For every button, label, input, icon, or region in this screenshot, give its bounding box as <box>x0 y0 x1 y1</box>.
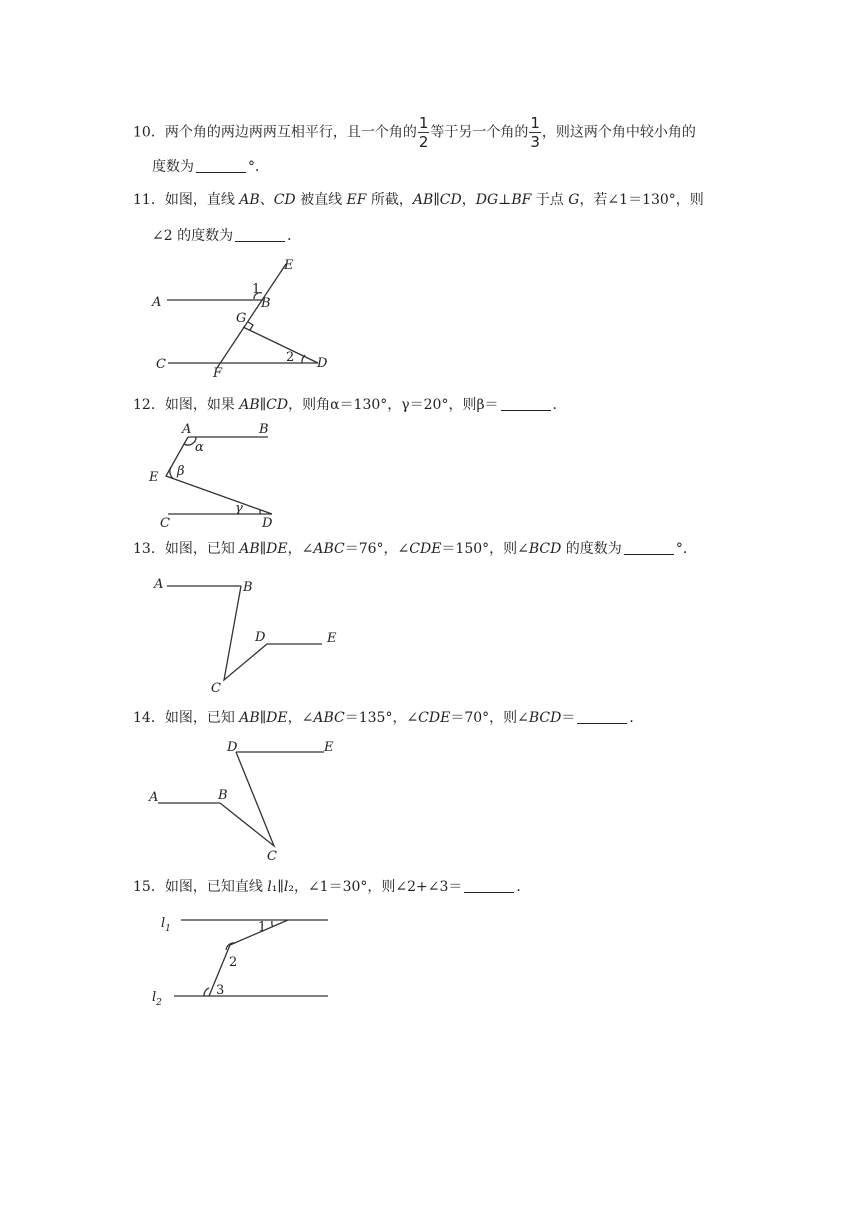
text-run: 如图，直线 <box>164 192 240 208</box>
text-run: ＝150°，则∠ <box>441 541 529 557</box>
text-run: 于点 <box>531 192 569 208</box>
math-symbol: l <box>267 879 272 895</box>
problem-text: ． <box>552 397 567 413</box>
answer-blank[interactable] <box>464 878 514 893</box>
math-symbol: DG <box>475 192 499 208</box>
math-symbol: ABC <box>313 541 345 557</box>
label-d: D <box>317 356 328 371</box>
problem-number: 11． <box>133 192 165 208</box>
problem-11-line-1 <box>133 190 704 210</box>
text-run: ∥ <box>259 710 267 726</box>
label-b: B <box>259 422 269 437</box>
problem-10-line-1 <box>133 114 696 151</box>
math-symbol: CD <box>439 192 462 208</box>
text-run: ⊥ <box>498 192 512 208</box>
problem-text: ，则这两个角中较小角的 <box>541 124 696 141</box>
problem-text: ． <box>629 710 644 726</box>
problem-number: 10． <box>133 124 165 141</box>
text-run: 如图，已知 <box>164 541 240 557</box>
angle-3-arc <box>204 988 209 996</box>
problem-text: °． <box>248 159 269 175</box>
label-a: A <box>182 422 192 437</box>
problem-number: 14． <box>133 710 165 726</box>
math-symbol: ABC <box>313 710 345 726</box>
text-run: ∥ <box>259 541 267 557</box>
text-run: ，∠ <box>287 710 314 726</box>
denominator: 3 <box>530 133 540 151</box>
math-symbol: AB <box>239 397 260 413</box>
polyline-bcd <box>220 752 274 846</box>
label-alpha: α <box>195 440 204 455</box>
label-c: C <box>211 681 221 696</box>
figure-problem-15 <box>148 905 348 1015</box>
text-run: 如图，已知 <box>164 710 240 726</box>
label-e: E <box>327 631 337 646</box>
label-l2: $l_2$ <box>152 990 162 1008</box>
numerator: 1 <box>530 114 540 132</box>
problem-text: ． <box>516 879 531 895</box>
label-d: D <box>255 630 266 645</box>
math-symbol: EF <box>346 192 367 208</box>
math-symbol: CD <box>273 192 296 208</box>
fraction-one-half <box>418 114 430 151</box>
text-run: 、 <box>259 192 274 208</box>
angle-1-arc <box>272 921 273 927</box>
polyline-bcde <box>224 586 322 680</box>
text-run: ₂，∠1＝30°，则∠2+∠3＝ <box>288 879 463 895</box>
label-b: B <box>218 788 228 803</box>
label-a: A <box>149 790 159 805</box>
line-dg <box>243 327 318 363</box>
problem-11-line-2 <box>152 226 301 246</box>
problem-number: 15． <box>133 879 165 895</box>
math-symbol: DE <box>266 710 288 726</box>
label-a: A <box>154 577 164 592</box>
text-run: 所截， <box>366 192 413 208</box>
label-c: C <box>156 357 166 372</box>
problem-text <box>165 192 704 208</box>
problem-10-line-2 <box>152 157 269 177</box>
text-run: ₁∥ <box>271 879 284 895</box>
answer-blank[interactable] <box>501 396 551 411</box>
text-run: ＝76°，∠ <box>344 541 410 557</box>
label-c: C <box>267 849 277 864</box>
label-b: B <box>261 296 271 311</box>
problem-number: 13． <box>133 541 165 557</box>
text-run: ，若∠1＝130°，则 <box>579 192 704 208</box>
answer-blank[interactable] <box>235 227 285 242</box>
label-b: B <box>243 580 253 595</box>
math-symbol: BF <box>511 192 532 208</box>
figure-problem-14 <box>146 735 346 865</box>
problem-text <box>165 879 463 895</box>
fraction-one-third <box>529 114 541 151</box>
text-run: ＝70°，则∠ <box>450 710 529 726</box>
math-symbol: BCD <box>528 710 562 726</box>
problem-text: ． <box>287 228 302 244</box>
label-f: F <box>213 366 223 381</box>
figure-problem-12 <box>148 420 288 532</box>
label-beta: β <box>177 464 185 479</box>
problem-text <box>165 541 622 557</box>
math-symbol: DE <box>266 541 288 557</box>
math-symbol: G <box>568 192 580 208</box>
label-g: G <box>236 311 247 326</box>
right-angle-mark <box>248 322 253 330</box>
text-run: 如图，已知直线 <box>164 879 268 895</box>
math-symbol: BCD <box>528 541 562 557</box>
denominator: 2 <box>418 133 429 151</box>
problem-number: 12． <box>133 397 165 413</box>
problem-text <box>165 710 576 726</box>
label-l1: $l_1$ <box>161 916 171 934</box>
label-e: E <box>324 740 334 755</box>
line-ef <box>217 264 286 368</box>
label-d: D <box>227 740 238 755</box>
answer-blank[interactable] <box>577 709 627 724</box>
text-run: 的度数为 <box>561 541 622 557</box>
label-e: E <box>149 470 159 485</box>
problem-text: ∠2 的度数为 <box>152 228 234 244</box>
numerator: 1 <box>418 114 429 132</box>
math-symbol: CD <box>266 397 289 413</box>
text-run: ∥ <box>259 397 267 413</box>
problem-text <box>165 397 499 413</box>
problem-13-line-1 <box>133 539 697 559</box>
math-symbol: AB <box>412 192 434 208</box>
label-angle-2: 2 <box>229 955 238 970</box>
label-angle-1: 1 <box>258 920 267 935</box>
math-symbol: AB <box>239 192 260 208</box>
text-run: ，∠ <box>287 541 314 557</box>
math-symbol: AB <box>239 710 260 726</box>
text-run: ＝135°，∠ <box>344 710 419 726</box>
text-run: ，则角α＝130°，γ＝20°，则β＝ <box>288 397 499 413</box>
text-run: ∥ <box>433 192 440 208</box>
label-angle-2: 2 <box>286 350 295 365</box>
problem-12-line-1 <box>133 395 567 415</box>
label-e: E <box>284 258 294 273</box>
text-run: ＝ <box>561 710 576 726</box>
figure-problem-11 <box>150 256 350 382</box>
problem-text: 等于另一个角的 <box>430 124 529 141</box>
math-symbol: l <box>283 879 289 895</box>
math-symbol: CDE <box>409 541 442 557</box>
problem-14-line-1 <box>133 708 643 728</box>
problem-text: 两个角的两边两两互相平行，且一个角的 <box>164 124 417 141</box>
label-a: A <box>152 295 162 310</box>
text-run: 如图，如果 <box>164 397 240 413</box>
label-gamma: γ <box>235 501 243 516</box>
answer-blank[interactable] <box>196 158 246 173</box>
problem-text: 度数为 <box>152 159 194 175</box>
math-symbol: AB <box>239 541 260 557</box>
label-d: D <box>262 516 273 531</box>
math-symbol: CDE <box>418 710 451 726</box>
answer-blank[interactable] <box>624 540 674 555</box>
label-angle-1: 1 <box>252 282 261 297</box>
label-angle-3: 3 <box>216 983 225 998</box>
problem-text: °． <box>675 541 697 557</box>
problem-15-line-1 <box>133 877 530 897</box>
text-run: ， <box>461 192 476 208</box>
label-c: C <box>160 516 170 531</box>
text-run: 被直线 <box>295 192 347 208</box>
figure-problem-13 <box>150 572 350 698</box>
